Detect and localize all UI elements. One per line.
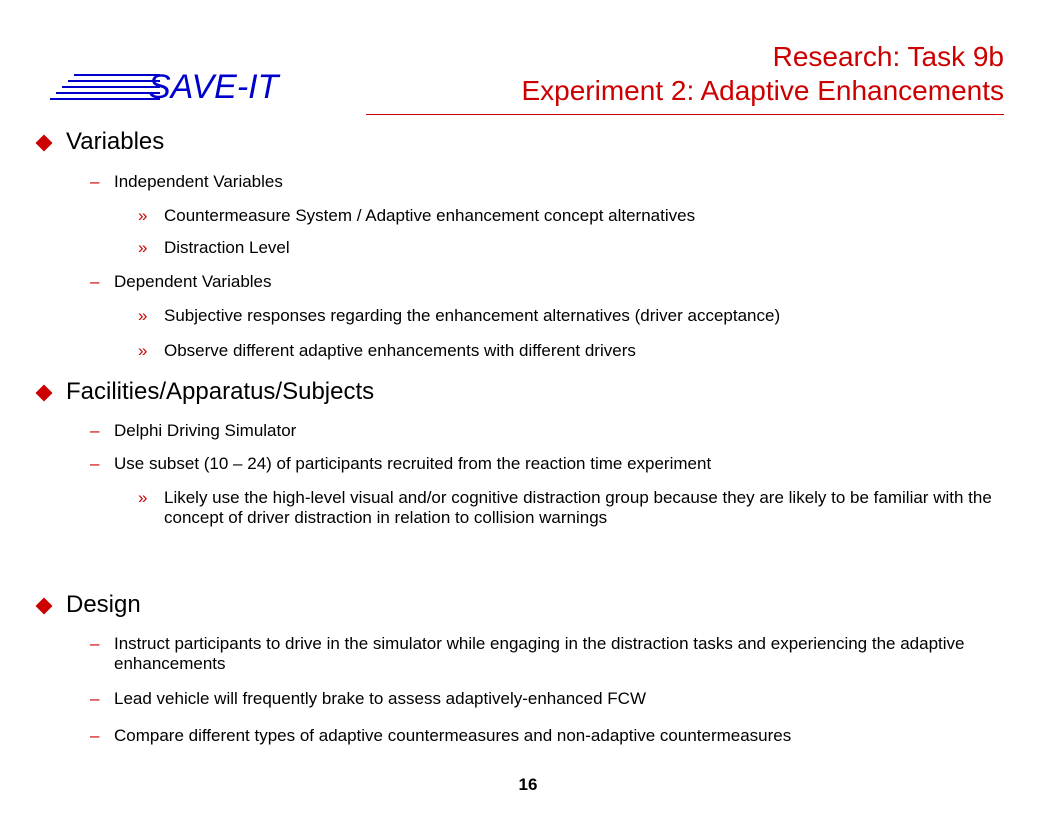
independent-item-2: Distraction Level bbox=[164, 238, 290, 257]
dash-marker: – bbox=[90, 421, 100, 440]
heading-design: Design bbox=[66, 591, 141, 618]
sub-marker: » bbox=[138, 306, 148, 325]
dependent-label: Dependent Variables bbox=[114, 272, 272, 291]
sub-marker: » bbox=[138, 206, 148, 225]
dependent-item-1: Subjective responses regarding the enhancement alternatives (driver acceptance) bbox=[164, 306, 781, 325]
dependent-item-2: Observe different adaptive enhancements with different drivers bbox=[164, 341, 636, 360]
title-line-1: Research: Task 9b bbox=[772, 41, 1004, 72]
independent-item-1: Countermeasure System / Adaptive enhancement concept alternatives bbox=[164, 206, 696, 225]
sub-marker: » bbox=[138, 488, 148, 507]
dash-marker: – bbox=[90, 272, 100, 291]
diamond-bullet-icon bbox=[36, 385, 53, 402]
independent-label: Independent Variables bbox=[114, 172, 283, 191]
diamond-bullet-icon bbox=[36, 598, 53, 615]
dash-marker: – bbox=[90, 634, 100, 653]
dash-marker: – bbox=[90, 689, 100, 708]
sub-marker: » bbox=[138, 341, 148, 360]
heading-variables: Variables bbox=[66, 128, 165, 155]
logo-text: SAVE-IT bbox=[148, 68, 279, 106]
diamond-bullet-icon bbox=[36, 135, 53, 152]
design-item-2: Lead vehicle will frequently brake to assess adaptively-enhanced FCW bbox=[114, 689, 646, 708]
page-number: 16 bbox=[518, 775, 538, 794]
facilities-item-1: Delphi Driving Simulator bbox=[114, 421, 297, 440]
facilities-subitem: Likely use the high-level visual and/or cognitive distraction group because they are likely to be familiar with the concept of driver distraction in relation to collision warnings bbox=[164, 488, 992, 527]
heading-facilities: Facilities/Apparatus/Subjects bbox=[66, 378, 375, 405]
dash-marker: – bbox=[90, 726, 100, 745]
sub-marker: » bbox=[138, 238, 148, 257]
design-item-1: Instruct participants to drive in the simulator while engaging in the distraction tasks and experiencing the adaptive enhancements bbox=[114, 634, 965, 673]
design-item-3: Compare different types of adaptive countermeasures and non-adaptive countermeasures bbox=[114, 726, 792, 745]
facilities-item-2: Use subset (10 – 24) of participants recruited from the reaction time experiment bbox=[114, 454, 712, 473]
dash-marker: – bbox=[90, 454, 100, 473]
dash-marker: – bbox=[90, 172, 100, 191]
title-line-2: Experiment 2: Adaptive Enhancements bbox=[521, 75, 1004, 106]
